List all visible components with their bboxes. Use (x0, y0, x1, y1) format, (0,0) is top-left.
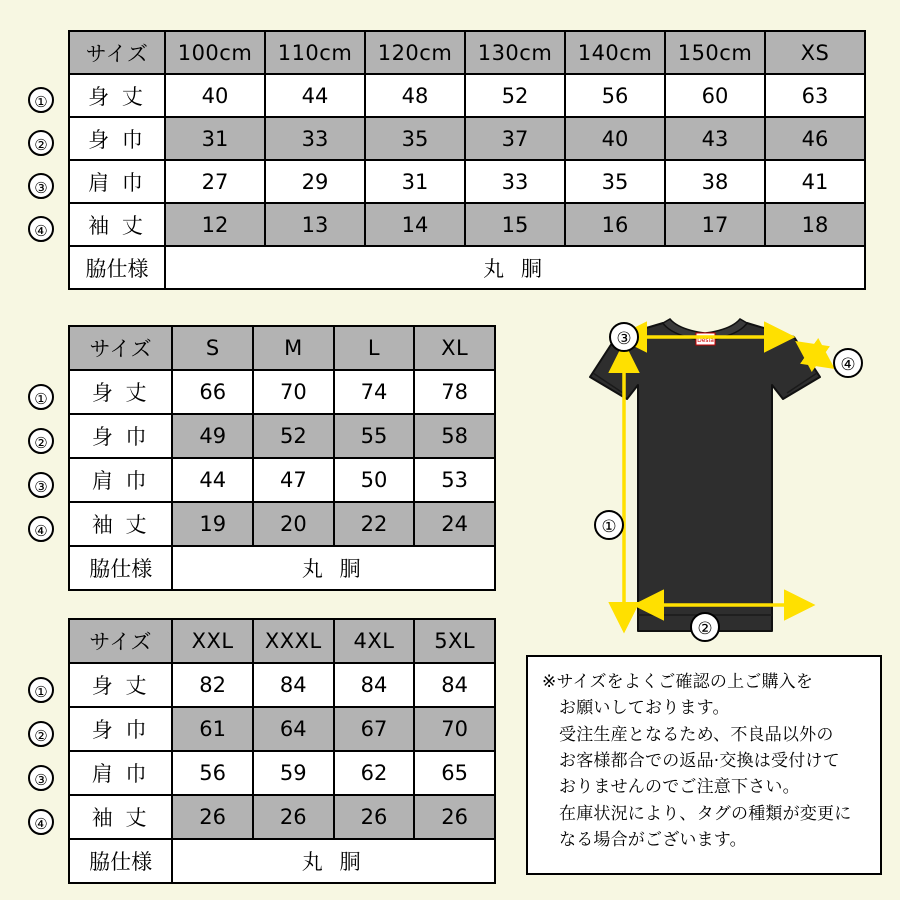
table-cell: 70 (414, 707, 495, 751)
table-row (69, 458, 495, 502)
row-marker-3: ③ (28, 472, 54, 498)
table-cell: 74 (334, 370, 415, 414)
table-cell: 82 (172, 663, 253, 707)
row-marker-4: ④ (28, 216, 54, 242)
table-cell: 40 (165, 74, 265, 117)
table-row (69, 160, 865, 203)
table-cell: 12 (165, 203, 265, 246)
table-cell: 22 (334, 502, 415, 546)
table-row (69, 502, 495, 546)
table-cell: 78 (414, 370, 495, 414)
side-spec-label: 脇仕様 (69, 839, 172, 883)
table-cell: 20 (253, 502, 334, 546)
row-marker-3: ③ (28, 173, 54, 199)
table-row (69, 707, 495, 751)
row-marker-1: ① (28, 677, 54, 703)
header-cell: 120cm (365, 31, 465, 74)
side-spec-value: 丸 胴 (165, 246, 865, 289)
table-cell: 26 (253, 795, 334, 839)
row-marker-1: ① (28, 87, 54, 113)
size-table-big-wrapper (34, 618, 496, 884)
table-cell: 84 (334, 663, 415, 707)
table-cell: 66 (172, 370, 253, 414)
notice-line: お客様都合での返品·交換は受付けて (559, 751, 840, 772)
row-marker-2: ② (28, 130, 54, 156)
table-row (69, 795, 495, 839)
row-label: 身 丈 (69, 370, 172, 414)
table-cell: 56 (172, 751, 253, 795)
table-cell: 13 (265, 203, 365, 246)
table-row (69, 370, 495, 414)
table-cell: 52 (465, 74, 565, 117)
side-spec-value: 丸 胴 (172, 546, 495, 590)
size-table-big (68, 618, 496, 884)
table-header-row (69, 31, 865, 74)
diagram-marker-2: ② (690, 612, 720, 642)
size-table-adult-wrapper (34, 325, 496, 591)
notice-line: 在庫状況により、タグの種類が変更に (559, 803, 852, 824)
row-label: 肩 巾 (69, 751, 172, 795)
table-footer-row (69, 839, 495, 883)
size-table-kids (68, 30, 866, 290)
table-cell: 33 (265, 117, 365, 160)
table-cell: 31 (365, 160, 465, 203)
notice-line: なる場合がございます。 (559, 830, 747, 851)
table-row (69, 203, 865, 246)
table-cell: 18 (765, 203, 865, 246)
header-cell: XXXL (253, 619, 334, 663)
header-cell: XS (765, 31, 865, 74)
header-cell: 110cm (265, 31, 365, 74)
table-cell: 59 (253, 751, 334, 795)
table-cell: 29 (265, 160, 365, 203)
table-cell: 40 (565, 117, 665, 160)
row-label: 袖 丈 (69, 795, 172, 839)
table-row (69, 751, 495, 795)
header-cell: サイズ (69, 619, 172, 663)
size-table-adult (68, 325, 496, 591)
header-cell: サイズ (69, 326, 172, 370)
row-label: 袖 丈 (69, 502, 172, 546)
side-spec-label: 脇仕様 (69, 246, 165, 289)
diagram-marker-4: ④ (833, 348, 863, 378)
table-cell: 47 (253, 458, 334, 502)
row-marker-2: ② (28, 428, 54, 454)
table-cell: 62 (334, 751, 415, 795)
table-cell: 49 (172, 414, 253, 458)
table-cell: 17 (665, 203, 765, 246)
header-cell: S (172, 326, 253, 370)
side-spec-label: 脇仕様 (69, 546, 172, 590)
row-marker-4: ④ (28, 809, 54, 835)
table-cell: 26 (334, 795, 415, 839)
header-cell: 100cm (165, 31, 265, 74)
table-cell: 19 (172, 502, 253, 546)
header-cell: 4XL (334, 619, 415, 663)
table-cell: 27 (165, 160, 265, 203)
table-cell: 15 (465, 203, 565, 246)
table-cell: 46 (765, 117, 865, 160)
table-cell: 55 (334, 414, 415, 458)
table-row (69, 663, 495, 707)
table-footer-row (69, 246, 865, 289)
table-cell: 26 (414, 795, 495, 839)
table-row (69, 117, 865, 160)
table-cell: 53 (414, 458, 495, 502)
table-cell: 31 (165, 117, 265, 160)
header-cell: 130cm (465, 31, 565, 74)
row-marker-3: ③ (28, 765, 54, 791)
table-cell: 52 (253, 414, 334, 458)
table-cell: 48 (365, 74, 465, 117)
table-cell: 43 (665, 117, 765, 160)
table-row (69, 414, 495, 458)
table-cell: 64 (253, 707, 334, 751)
size-table-kids-wrapper (34, 30, 868, 290)
notice-line: ※サイズをよくご確認の上ご購入を (542, 672, 814, 692)
table-cell: 61 (172, 707, 253, 751)
notice-line: 受注生産となるため、不良品以外の (559, 724, 834, 745)
row-label: 肩 巾 (69, 160, 165, 203)
table-cell: 16 (565, 203, 665, 246)
table-cell: 58 (414, 414, 495, 458)
table-cell: 24 (414, 502, 495, 546)
diagram-marker-3: ③ (609, 322, 639, 352)
header-cell: L (334, 326, 415, 370)
table-cell: 26 (172, 795, 253, 839)
tshirt-diagram (520, 315, 890, 650)
header-cell: 5XL (414, 619, 495, 663)
table-cell: 14 (365, 203, 465, 246)
row-label: 袖 丈 (69, 203, 165, 246)
table-cell: 70 (253, 370, 334, 414)
table-row (69, 74, 865, 117)
row-label: 身 丈 (69, 74, 165, 117)
header-cell: 140cm (565, 31, 665, 74)
row-label: 身 巾 (69, 707, 172, 751)
header-cell: 150cm (665, 31, 765, 74)
table-cell: 41 (765, 160, 865, 203)
table-cell: 63 (765, 74, 865, 117)
table-cell: 44 (172, 458, 253, 502)
notice-box (526, 655, 882, 875)
table-header-row (69, 326, 495, 370)
table-header-row (69, 619, 495, 663)
row-label: 肩 巾 (69, 458, 172, 502)
row-label: 身 巾 (69, 414, 172, 458)
table-cell: 35 (365, 117, 465, 160)
header-cell: XL (414, 326, 495, 370)
notice-line: おりませんのでご注意下さい。 (559, 777, 800, 798)
row-label: 身 巾 (69, 117, 165, 160)
header-cell: サイズ (69, 31, 165, 74)
row-label: 身 丈 (69, 663, 172, 707)
table-cell: 37 (465, 117, 565, 160)
table-cell: 33 (465, 160, 565, 203)
row-marker-1: ① (28, 384, 54, 410)
table-cell: 50 (334, 458, 415, 502)
table-cell: 44 (265, 74, 365, 117)
row-marker-2: ② (28, 721, 54, 747)
table-cell: 65 (414, 751, 495, 795)
header-cell: XXL (172, 619, 253, 663)
table-cell: 84 (253, 663, 334, 707)
notice-line: お願いしております。 (559, 698, 730, 719)
diagram-marker-1: ① (594, 510, 624, 540)
brand-tag-text: Desia (697, 337, 714, 344)
table-cell: 60 (665, 74, 765, 117)
table-cell: 38 (665, 160, 765, 203)
table-cell: 67 (334, 707, 415, 751)
table-footer-row (69, 546, 495, 590)
header-cell: M (253, 326, 334, 370)
table-cell: 84 (414, 663, 495, 707)
table-cell: 56 (565, 74, 665, 117)
side-spec-value: 丸 胴 (172, 839, 495, 883)
row-marker-4: ④ (28, 516, 54, 542)
table-cell: 35 (565, 160, 665, 203)
